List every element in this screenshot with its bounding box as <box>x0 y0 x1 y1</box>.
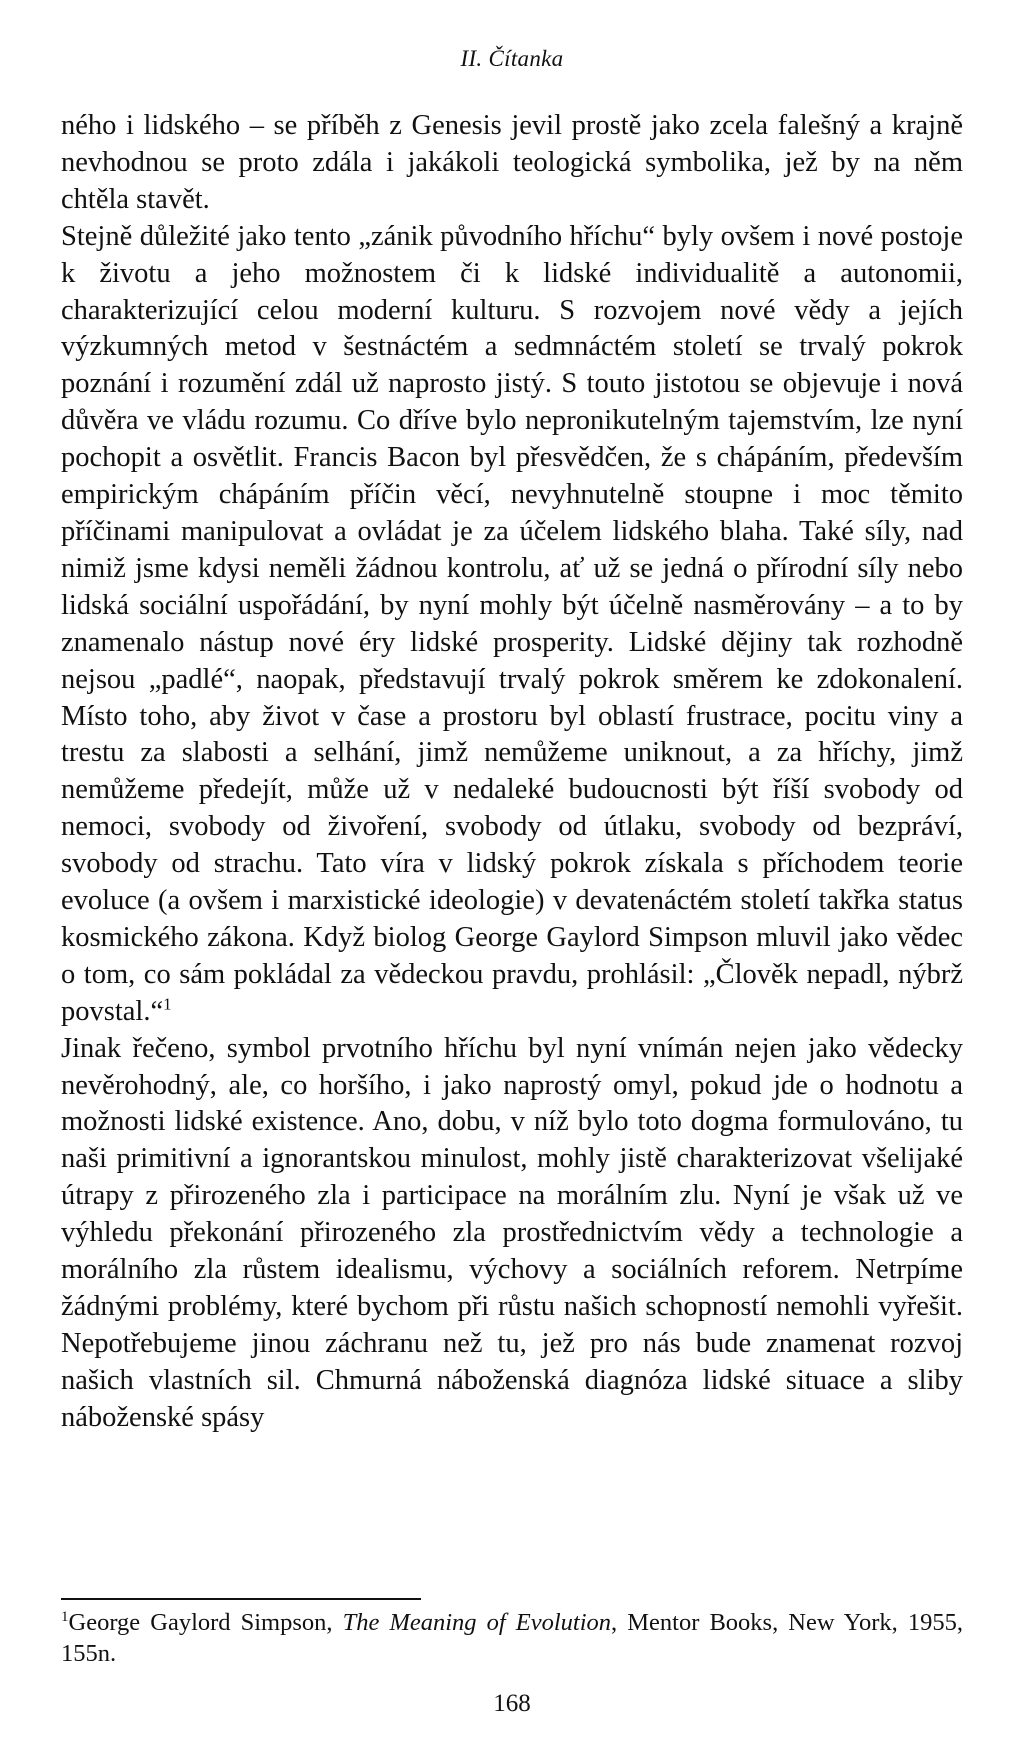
page-number: 168 <box>493 1690 531 1717</box>
footnote-book-title: The Meaning of Evolution <box>342 1609 612 1636</box>
footnote-author: George Gaylord Simpson, <box>68 1609 343 1636</box>
paragraph-1: ného i lidského – se příběh z Genesis jevil prostě jako zcela falešný a krajně nevhodnou se proto zdála i jakákoli teologická symbolika, jež by na něm chtěla stavět. <box>61 110 963 215</box>
body-text <box>61 108 963 1437</box>
running-head-title: II. Čítanka <box>460 46 564 71</box>
footnote <box>61 1607 963 1669</box>
paragraph-3: Jinak řečeno, symbol prvotního hříchu byl nyní vnímán nejen jako vědecky nevěrohodný, ale, co horšího, i jako naprostý omyl, pokud jde o hodnotu a možnosti lidské existence. Ano, dobu, v níž bylo toto dogma formulováno, tu naši primitivní a ignorantskou minulost, mohly jistě charakterizovat všelijaké útrapy z přirozeného zla i participace na morálním zlu. Nyní je však už ve výhledu překonání přirozeného zla prostřednictvím vědy a technologie a morálního zla růstem idealismu, výchovy a sociálních reforem. Netrpíme žádnými problémy, které bychom při růstu našich schopností nemohli vyřešit. Nepotřebujeme jinou záchranu než tu, jež pro nás bude znamenat rozvoj našich vlastních sil. Chmurná náboženská diagnóza lidské situace a sliby náboženské spásy <box>61 1032 963 1433</box>
footnote-reference: 1 <box>163 994 172 1014</box>
paragraph-2-text: Stejně důležité jako tento „zánik původního hříchu“ byly ovšem i nové postoje k životu a jeho možnostem či k lidské individualitě a autonomii, charakterizující celou moderní kulturu. S rozvojem nové vědy a jejích výzkumných metod v šestnáctém a sedmnáctém století se trvalý pokrok poznání i rozumění zdál už naprosto jistý. S touto jistotou se objevuje i nová důvěra ve vládu rozumu. Co dříve bylo nepronikutelným tajemstvím, lze nyní pochopit a osvětlit. Francis Bacon byl přesvědčen, že s chápáním, především empirickým chápáním příčin věcí, nevyhnutelně stoupne i moc těmito příčinami manipulovat a ovládat je za účelem lidského blaha. Také síly, nad nimiž jsme kdysi neměli žádnou kontrolu, ať už se jedná o přírodní síly nebo lidská sociální uspořádání, by nyní mohly být účelně nasměrovány – a to by znamenalo nástup nové éry lidské prosperity. Lidské dějiny tak rozhodně nejsou „padlé“, naopak, představují trvalý pokrok směrem ke zdokonalení. Místo toho, aby život v čase a prostoru byl oblastí frustrace, pocitu viny a trestu za slabosti a selhání, jimž nemůžeme uniknout, a za hříchy, jimž nemůžeme předejít, může už v nedaleké budoucnosti být říší svobody od nemoci, svobody od živoření, svobody od útlaku, svobody od bezpráví, svobody od strachu. Tato víra v lidský pokrok získala s příchodem teorie evoluce (a ovšem i marxistické ideologie) v devatenáctém století takřka status kosmického zákona. Když biolog George Gaylord Simpson mluvil jako vědec o tom, co sám pokládal za vědeckou pravdu, prohlásil: „Člověk nepadl, nýbrž povstal.“ <box>61 220 963 1027</box>
paragraph-2 <box>61 219 963 1031</box>
footnote-publication: , Mentor Books, New York, 1955, 155n. <box>61 1609 963 1667</box>
footnote-separator <box>61 1598 421 1600</box>
footnote-number: 1 <box>61 1608 69 1625</box>
